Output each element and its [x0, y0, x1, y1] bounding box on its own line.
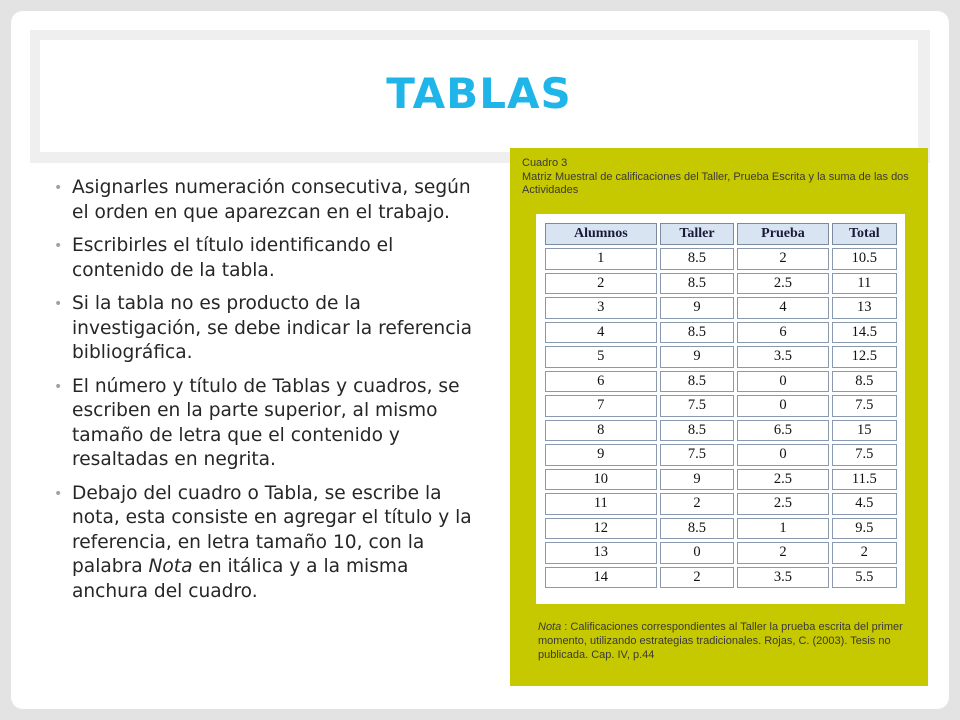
table-cell: 3.5 — [737, 346, 828, 368]
table-cell: 0 — [660, 542, 735, 564]
table-cell: 3 — [545, 297, 657, 319]
table-cell: 2.5 — [737, 493, 828, 515]
table-cell: 10 — [545, 469, 657, 491]
table-cell: 1 — [545, 248, 657, 270]
bullet-dot-icon: • — [54, 180, 63, 196]
bullet-item — [48, 375, 488, 473]
table-cell: 8.5 — [660, 322, 735, 344]
note-text: : Calificaciones correspondientes al Taller la prueba escrita del primer momento, utilizando estrategias tradicionales. Rojas, C. (2003). Tesis no publicada. Cap. IV, p.44 — [538, 621, 903, 661]
table-cell: 15 — [832, 420, 897, 442]
table-cell: 2 — [737, 542, 828, 564]
table-cell: 0 — [737, 444, 828, 466]
table-cell: 13 — [545, 542, 657, 564]
table-cell: 4.5 — [832, 493, 897, 515]
note-label: Nota — [538, 621, 562, 633]
table-panel — [510, 148, 928, 686]
bullet-text: Asignarles numeración consecutiva, según el orden en que aparezcan en el trabajo. — [72, 177, 471, 223]
table-cell: 12 — [545, 518, 657, 540]
table-cell: 7.5 — [832, 395, 897, 417]
table-row — [545, 567, 897, 589]
table-cell: 11.5 — [832, 469, 897, 491]
table-cell: 7 — [545, 395, 657, 417]
table-caption — [522, 157, 917, 198]
column-header: Prueba — [737, 223, 828, 245]
table-cell: 12.5 — [832, 346, 897, 368]
table-note — [538, 620, 908, 662]
table-cell: 8 — [545, 420, 657, 442]
grades-table — [542, 220, 900, 591]
table-cell: 6 — [545, 371, 657, 393]
table-cell: 10.5 — [832, 248, 897, 270]
table-body — [545, 248, 897, 588]
table-row — [545, 395, 897, 417]
table-cell: 9 — [545, 444, 657, 466]
table-row — [545, 297, 897, 319]
table-cell: 9 — [660, 346, 735, 368]
table-cell: 2.5 — [737, 469, 828, 491]
table-row — [545, 444, 897, 466]
table-cell: 6.5 — [737, 420, 828, 442]
table-cell: 7.5 — [660, 444, 735, 466]
bullet-text: Si la tabla no es producto de la investigación, se debe indicar la referencia bibliográfica. — [72, 293, 473, 363]
bullet-dot-icon: • — [54, 296, 63, 312]
table-cell: 2 — [660, 493, 735, 515]
bullet-dot-icon: • — [54, 238, 63, 254]
table-cell: 8.5 — [660, 518, 735, 540]
table-row — [545, 322, 897, 344]
bullet-item — [48, 482, 488, 605]
column-header: Taller — [660, 223, 735, 245]
table-row — [545, 542, 897, 564]
table-cell: 2 — [660, 567, 735, 589]
table-row — [545, 346, 897, 368]
table-cell: 9.5 — [832, 518, 897, 540]
table-cell: 2 — [545, 273, 657, 295]
table-row — [545, 273, 897, 295]
table-cell: 13 — [832, 297, 897, 319]
table-cell: 8.5 — [832, 371, 897, 393]
table-row — [545, 420, 897, 442]
table-cell: 11 — [545, 493, 657, 515]
table-cell: 9 — [660, 469, 735, 491]
table-row — [545, 493, 897, 515]
table-cell: 8.5 — [660, 371, 735, 393]
title-area — [40, 40, 918, 152]
table-box — [536, 214, 905, 604]
bullet-item — [48, 292, 488, 366]
bullet-dot-icon: • — [54, 485, 63, 502]
table-row — [545, 371, 897, 393]
bullet-dot-icon: • — [54, 378, 63, 395]
bullet-item — [48, 234, 488, 283]
table-cell: 14 — [545, 567, 657, 589]
table-header-row — [545, 223, 897, 245]
bullet-text: Escribirles el título identificando el contenido de la tabla. — [72, 235, 394, 281]
column-header: Alumnos — [545, 223, 657, 245]
table-cell: 2.5 — [737, 273, 828, 295]
bullet-list — [48, 176, 488, 613]
bullet-italic-word: Nota — [148, 556, 193, 577]
table-cell: 2 — [737, 248, 828, 270]
caption-number: Cuadro 3 — [522, 157, 568, 169]
table-cell: 9 — [660, 297, 735, 319]
table-cell: 4 — [545, 322, 657, 344]
slide-title: TABLAS — [386, 68, 572, 118]
table-cell: 6 — [737, 322, 828, 344]
bullet-text-part: Debajo del cuadro o Tabla, se escribe la nota, esta consiste en agregar el título y la referencia, en letra tamaño 10, con la palabra — [72, 482, 472, 577]
table-cell: 14.5 — [832, 322, 897, 344]
table-cell: 11 — [832, 273, 897, 295]
table-cell: 0 — [737, 395, 828, 417]
bullet-item — [48, 176, 488, 225]
table-cell: 4 — [737, 297, 828, 319]
column-header: Total — [832, 223, 897, 245]
table-row — [545, 248, 897, 270]
table-row — [545, 518, 897, 540]
table-row — [545, 469, 897, 491]
table-cell: 0 — [737, 371, 828, 393]
table-cell: 1 — [737, 518, 828, 540]
table-cell: 8.5 — [660, 420, 735, 442]
table-cell: 3.5 — [737, 567, 828, 589]
table-cell: 5 — [545, 346, 657, 368]
caption-title: Matriz Muestral de calificaciones del Taller, Prueba Escrita y la suma de las dos Actividades — [522, 170, 909, 196]
table-cell: 7.5 — [660, 395, 735, 417]
table-cell: 8.5 — [660, 273, 735, 295]
bullet-text-part: en itálica y a la misma anchura del cuadro. — [72, 556, 409, 602]
bullet-text: El número y título de Tablas y cuadros, se escriben en la parte superior, al mismo tamaño de letra que el contenido y resaltadas en negrita. — [72, 375, 460, 470]
table-cell: 7.5 — [832, 444, 897, 466]
table-cell: 2 — [832, 542, 897, 564]
table-cell: 5.5 — [832, 567, 897, 589]
table-cell: 8.5 — [660, 248, 735, 270]
